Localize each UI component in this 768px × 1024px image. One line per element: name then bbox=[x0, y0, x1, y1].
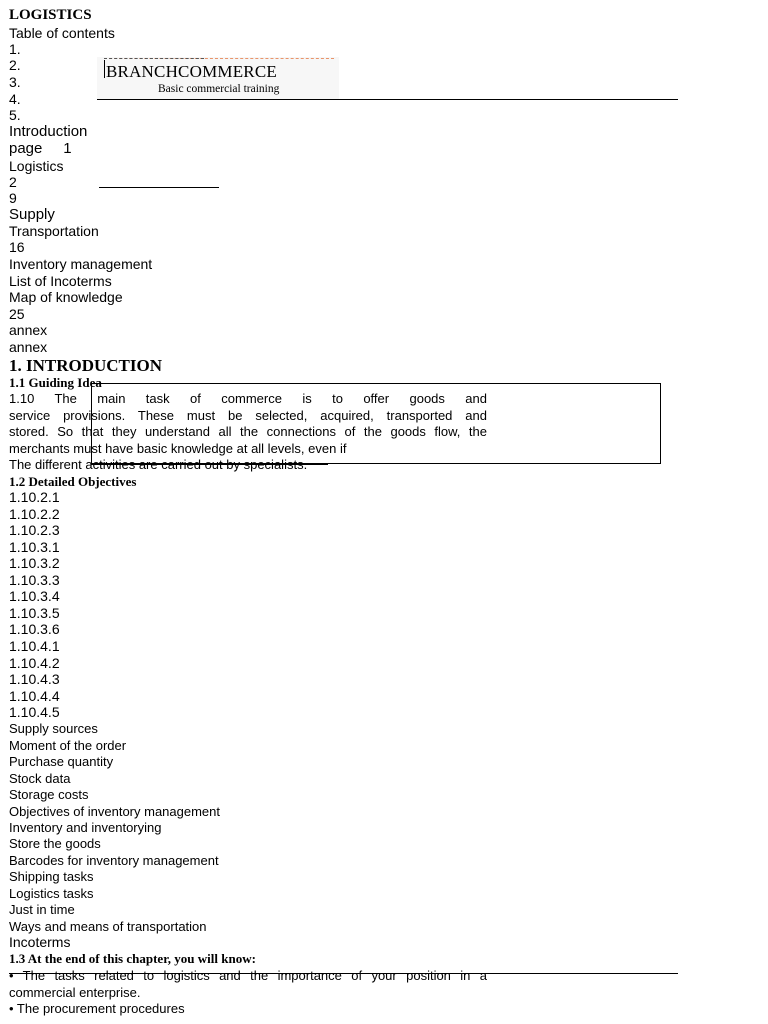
objective-topic: Logistics tasks bbox=[9, 886, 94, 901]
toc-entry: Introduction bbox=[9, 123, 88, 140]
subsection-heading: 1.3 At the end of this chapter, you will know: bbox=[9, 951, 256, 966]
paragraph-line: The different activities are carried out by specialists. bbox=[9, 457, 308, 472]
toc-entry: 9 bbox=[9, 190, 17, 206]
toc-entry: Inventory management bbox=[9, 256, 153, 272]
short-rule bbox=[99, 187, 219, 188]
objective-topic: Inventory and inventorying bbox=[9, 820, 162, 835]
subsection-heading: 1.2 Detailed Objectives bbox=[9, 474, 137, 489]
toc-number: 5. bbox=[9, 107, 21, 123]
objective-number: 1.10.2.1 bbox=[9, 489, 60, 505]
objective-topic: Barcodes for inventory management bbox=[9, 853, 219, 868]
bullet-list bbox=[9, 968, 487, 1018]
header-subtitle: Basic commercial training bbox=[158, 83, 280, 95]
objective-topic: Ways and means of transportation bbox=[9, 919, 207, 934]
toc-entry: 16 bbox=[9, 239, 25, 255]
toc-number: 1. bbox=[9, 41, 21, 57]
objective-topic: Purchase quantity bbox=[9, 754, 114, 769]
toc-entry: Logistics bbox=[9, 158, 64, 174]
toc-entry: annex bbox=[9, 339, 48, 355]
paragraph-line: 1.10 The main task of commerce is to offer goods and bbox=[9, 391, 487, 406]
doc-title: LOGISTICS bbox=[9, 7, 92, 23]
header-tick bbox=[104, 60, 105, 78]
toc-entry: Map of knowledge bbox=[9, 289, 123, 305]
toc-entry: List of Incoterms bbox=[9, 273, 112, 289]
toc-entry: Transportation bbox=[9, 223, 99, 239]
objective-number: 1.10.3.3 bbox=[9, 572, 60, 588]
objective-topic: Shipping tasks bbox=[9, 869, 94, 884]
objective-topic: Moment of the order bbox=[9, 738, 127, 753]
toc-number: 2. bbox=[9, 57, 21, 73]
objective-number: 1.10.4.1 bbox=[9, 638, 60, 654]
toc-number: 4. bbox=[9, 91, 21, 107]
toc-entry: annex bbox=[9, 322, 48, 338]
toc-entry: Supply bbox=[9, 206, 55, 223]
objective-number: 1.10.4.3 bbox=[9, 671, 60, 687]
subsection-heading: 1.1 Guiding Idea bbox=[9, 375, 102, 390]
toc-heading: Table of contents bbox=[9, 25, 115, 41]
objective-topic: Incoterms bbox=[9, 934, 71, 950]
bullet-line: • The tasks related to logistics and the importance of your position in a bbox=[9, 968, 487, 983]
objective-number: 1.10.4.4 bbox=[9, 688, 60, 704]
objective-number: 1.10.3.2 bbox=[9, 555, 60, 571]
toc-entry: 25 bbox=[9, 306, 25, 322]
objective-topic: Objectives of inventory management bbox=[9, 804, 220, 819]
objective-topic: Store the goods bbox=[9, 836, 101, 851]
objective-number: 1.10.3.4 bbox=[9, 588, 60, 604]
objective-topic: Storage costs bbox=[9, 787, 89, 802]
objective-number: 1.10.4.2 bbox=[9, 655, 60, 671]
objective-number: 1.10.4.5 bbox=[9, 704, 60, 720]
bullet-line: commercial enterprise. bbox=[9, 984, 141, 1000]
header-rule bbox=[97, 99, 678, 100]
section-heading: 1. INTRODUCTION bbox=[9, 356, 163, 375]
toc-number: 3. bbox=[9, 74, 21, 90]
objective-topic: Supply sources bbox=[9, 721, 98, 736]
header-dashed-rule-dark bbox=[104, 58, 204, 59]
objective-number: 1.10.3.1 bbox=[9, 539, 60, 555]
objective-number: 1.10.2.2 bbox=[9, 506, 60, 522]
guiding-idea-paragraph bbox=[9, 391, 487, 474]
header-title: BRANCHCOMMERCE bbox=[106, 62, 277, 81]
objective-number: 1.10.2.3 bbox=[9, 522, 60, 538]
objective-number: 1.10.3.5 bbox=[9, 605, 60, 621]
paragraph-line: stored. So that they understand all the connections of the goods flow, the bbox=[9, 424, 487, 439]
objective-topic: Just in time bbox=[9, 902, 75, 917]
bullet-line: • The procurement procedures bbox=[9, 1001, 185, 1016]
toc-entry: 2 bbox=[9, 174, 17, 190]
toc-entry: page 1 bbox=[9, 140, 72, 157]
objective-topic: Stock data bbox=[9, 771, 71, 786]
paragraph-line: merchants must have basic knowledge at all levels, even if bbox=[9, 440, 347, 456]
objective-number: 1.10.3.6 bbox=[9, 621, 60, 637]
paragraph-line: service provisions. These must be selected, acquired, transported and bbox=[9, 407, 487, 423]
